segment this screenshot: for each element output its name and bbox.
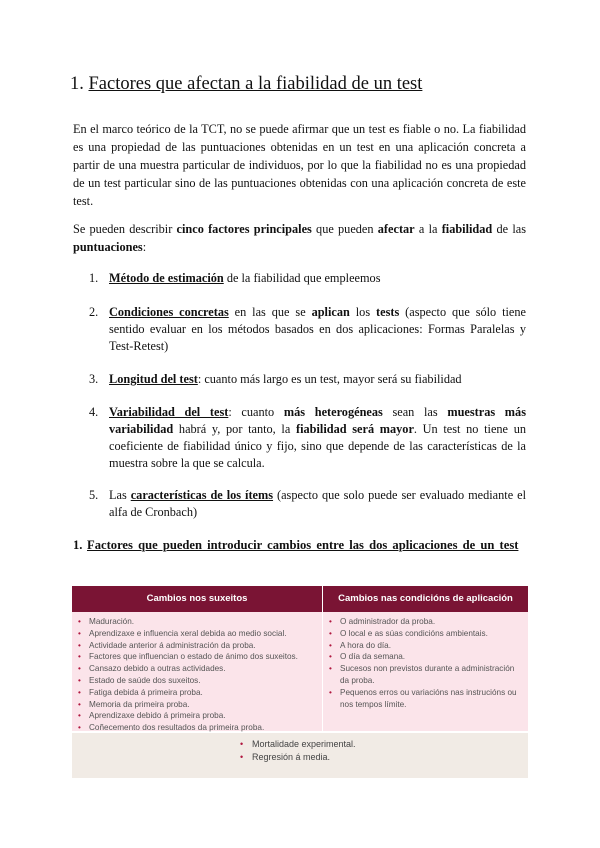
bullet-icon: • [329,640,332,650]
factors-intro-paragraph: Se pueden describir cinco factores principales que pueden afectar a la fiabilidad de las puntuaciones: [73,222,526,254]
heading-number: 1. [70,74,84,94]
list-item: • Aprendizaxe debido á primeira proba. [78,711,226,721]
column-divider [322,612,323,731]
header-subjects-changes: Cambios nos suxeitos [146,593,248,604]
list-item: • Fatiga debida á primeira proba. [78,687,203,697]
bullet-icon: • [329,628,332,638]
header-conditions-changes: Cambios nas condicións de aplicación [338,593,513,604]
table-footer [72,733,528,778]
bullet-icon: • [78,711,81,721]
bullet-icon: • [240,752,244,762]
common-changes-list [238,738,356,764]
table-header [72,586,528,612]
list-item: • Cansazo debido a outras actividades. [78,664,226,674]
bullet-icon: • [78,664,81,674]
list-item: • Aprendizaxe e influencia xeral debida ao medio social. [78,628,287,638]
list-item: • O día da semana. [329,652,406,662]
bullet-icon: • [78,723,81,733]
list-item: • Pequenos erros ou variacións nas instrucións ou nos tempos límite. [329,687,517,709]
section-heading-1 [70,74,422,95]
bullet-icon: • [329,652,332,662]
bullet-icon: • [78,675,81,685]
table-body [72,612,528,731]
list-item: • Mortalidade experimental. [240,739,356,749]
bullet-icon: • [329,687,332,697]
heading-title: Factores que afectan a la fiabilidad de un test [88,74,423,94]
list-item: • Maduración. [78,617,135,626]
list-item: • Coñecemento dos resultados da primeira proba. [78,723,265,733]
list-item: • O local e as súas condicións ambientais. [329,628,488,638]
list-item: • A hora do día. [329,640,391,650]
list-item: • Estado de saúde dos suxeitos. [78,675,201,685]
subjects-changes-list [76,616,316,734]
list-item: • Memoria da primeira proba. [78,699,190,709]
bullet-icon: • [78,687,81,697]
bullet-icon: • [329,664,332,674]
list-item: • Actividade anterior á administración da proba. [78,640,256,650]
changes-table [72,586,528,778]
intro-paragraph: En el marco teórico de la TCT, no se puede afirmar que un test es fiable o no. La fiabilidad es una propiedad de las puntuaciones obtenidas en un test en una aplicación concreta a partir de una muestra particular de individuos, por lo que la fiabilidad no es una propiedad de un test particular sino de las puntuaciones obtenidas con una aplicación concreta de este test. [73,122,526,208]
list-item: • Factores que influencian o estado de ánimo dos suxeitos. [78,652,298,662]
list-item: • O administrador da proba. [329,617,436,626]
conditions-changes-list [327,616,523,710]
heading-title: Factores que pueden introducir cambios entre las dos aplicaciones de un test [87,538,519,552]
bullet-icon: • [78,628,81,638]
bullet-icon: • [78,699,81,709]
heading-number: 1. [73,538,83,552]
bullet-icon: • [240,739,244,749]
bullet-icon: • [78,652,81,662]
bullet-icon: • [78,617,81,626]
list-item: • Sucesos non previstos durante a administración da proba. [329,664,515,685]
bullet-icon: • [329,617,332,626]
bullet-icon: • [78,640,81,650]
document-page: 1. Factores que afectan a la fiabilidad de un test En el marco teórico de la TCT, no se puede afirmar que un test es fiable o no. La fiabilidad es una propiedad de las puntuaciones obtenidas en un test en una aplicación concreta a partir de una muestra particular de individuos, por lo que la fiabilidad no es una propiedad de un test particular sino de las puntuaciones obtenidas con una aplicación concreta de este test. Se pueden describir cinco factores principales que pueden afectar a la fiabilidad de las puntuaciones: 1. Método de estimación de la fiabilidad que empleemos 2. Condiciones concretas en las que se aplican los tests (aspecto que sólo tiene sentido evaluar en los métodos basados en dos aplicaciones: Formas Paralelas y Test-Retest) 3. Longitud del test: cuanto más largo es un test, mayor será su fiabilidad 4. Variabilidad del test: cuanto más heterogéneas sean las muestras más variabilidad habrá y, por tanto, la fiabilidad será mayor. Un test no tiene un coeficiente de fiabilidad único y fijo, sino que depende de las características de la muestra sobre la que se calcula. 5. Las características de los ítems (aspecto que solo puede ser evaluado mediante el alfa de Cronbach) 1. Factores que pueden introducir cambios entre las dos aplicaciones de un test Cambios nos suxeitos Cambios nas condicións de aplicación • Maduración. • Aprendizaxe e influencia xeral debida ao medio social. • Actividade anterior á administración da proba. • Factores que influencian o estado de ánimo dos suxeitos. • Cansazo debido a outras actividades. • Estado de saúde dos suxeitos. • Fatiga debida á primeira proba. • Memoria da primeira proba. • Aprendizaxe debido á primeira proba. • Coñecemento dos resultados da primeira proba. • O administrador da proba. • O local e as súas condicións ambientais. • A hora do día. • O día da semana. • Sucesos non previstos durante a administración da proba. • Pequenos erros ou variacións nas instrucións ou nos tempos límite. • Mortalidade experimental. • Regresión á media. [0,0,600,848]
list-item: • Regresión á media. [240,752,331,762]
